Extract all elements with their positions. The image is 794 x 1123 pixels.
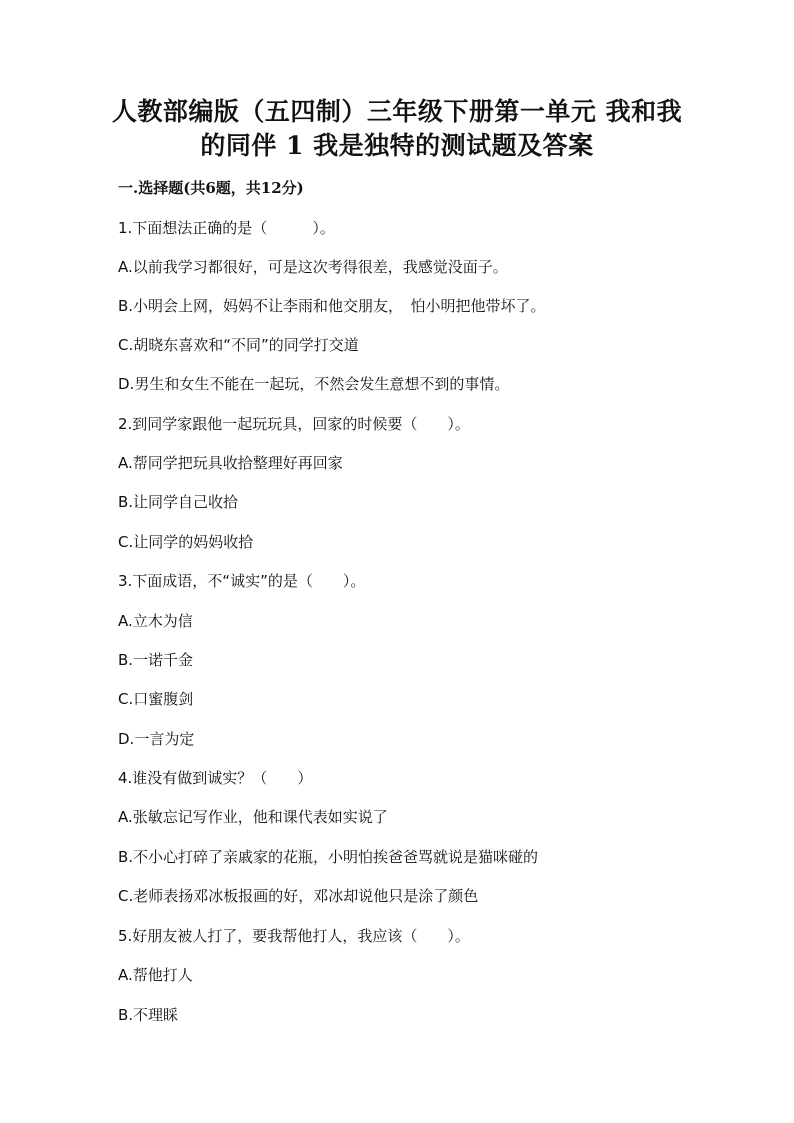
question-3-option-c: C.口蜜腹剑	[118, 690, 194, 708]
question-3-option-d: D.一言为定	[118, 730, 195, 748]
section-heading: 一.选择题(共6题，共12分)	[118, 179, 304, 197]
question-1-stem: 1.下面想法正确的是（ ）。	[118, 219, 335, 237]
question-3-stem: 3.下面成语，不“诚实”的是（ ）。	[118, 572, 366, 590]
question-1-option-d: D.男生和女生不能在一起玩，不然会发生意想不到的事情。	[118, 375, 510, 393]
question-2-option-b: B.让同学自己收拾	[118, 493, 239, 511]
question-3-option-a: A.立木为信	[118, 612, 193, 630]
question-2-stem: 2.到同学家跟他一起玩玩具，回家的时候要（ ）。	[118, 415, 470, 433]
question-1-option-c: C.胡晓东喜欢和“不同”的同学打交道	[118, 336, 359, 354]
question-4-option-c: C.老师表扬邓冰板报画的好，邓冰却说他只是涂了颜色	[118, 887, 479, 905]
question-5-stem: 5.好朋友被人打了，要我帮他打人，我应该（ ）。	[118, 927, 470, 945]
question-4-option-b: B.不小心打碎了亲戚家的花瓶，小明怕挨爸爸骂就说是猫咪碰的	[118, 848, 539, 866]
question-3-option-b: B.一诺千金	[118, 651, 194, 669]
question-4-option-a: A.张敏忘记写作业，他和课代表如实说了	[118, 808, 388, 826]
question-5-option-a: A.帮他打人	[118, 966, 193, 984]
question-5-option-b: B.不理睬	[118, 1006, 179, 1024]
question-2-option-c: C.让同学的妈妈收拾	[118, 533, 254, 551]
document-title-line-1: 人教部编版（五四制）三年级下册第一单元 我和我	[111, 97, 683, 126]
document-title-line-2: 的同伴 1 我是独特的测试题及答案	[200, 131, 594, 160]
question-1-option-b: B.小明会上网，妈妈不让李雨和他交朋友， 怕小明把他带坏了。	[118, 297, 546, 315]
question-2-option-a: A.帮同学把玩具收拾整理好再回家	[118, 454, 343, 472]
question-1-option-a: A.以前我学习都很好，可是这次考得很差，我感觉没面子。	[118, 258, 508, 276]
question-4-stem: 4.谁没有做到诚实？（ ）	[118, 769, 313, 787]
